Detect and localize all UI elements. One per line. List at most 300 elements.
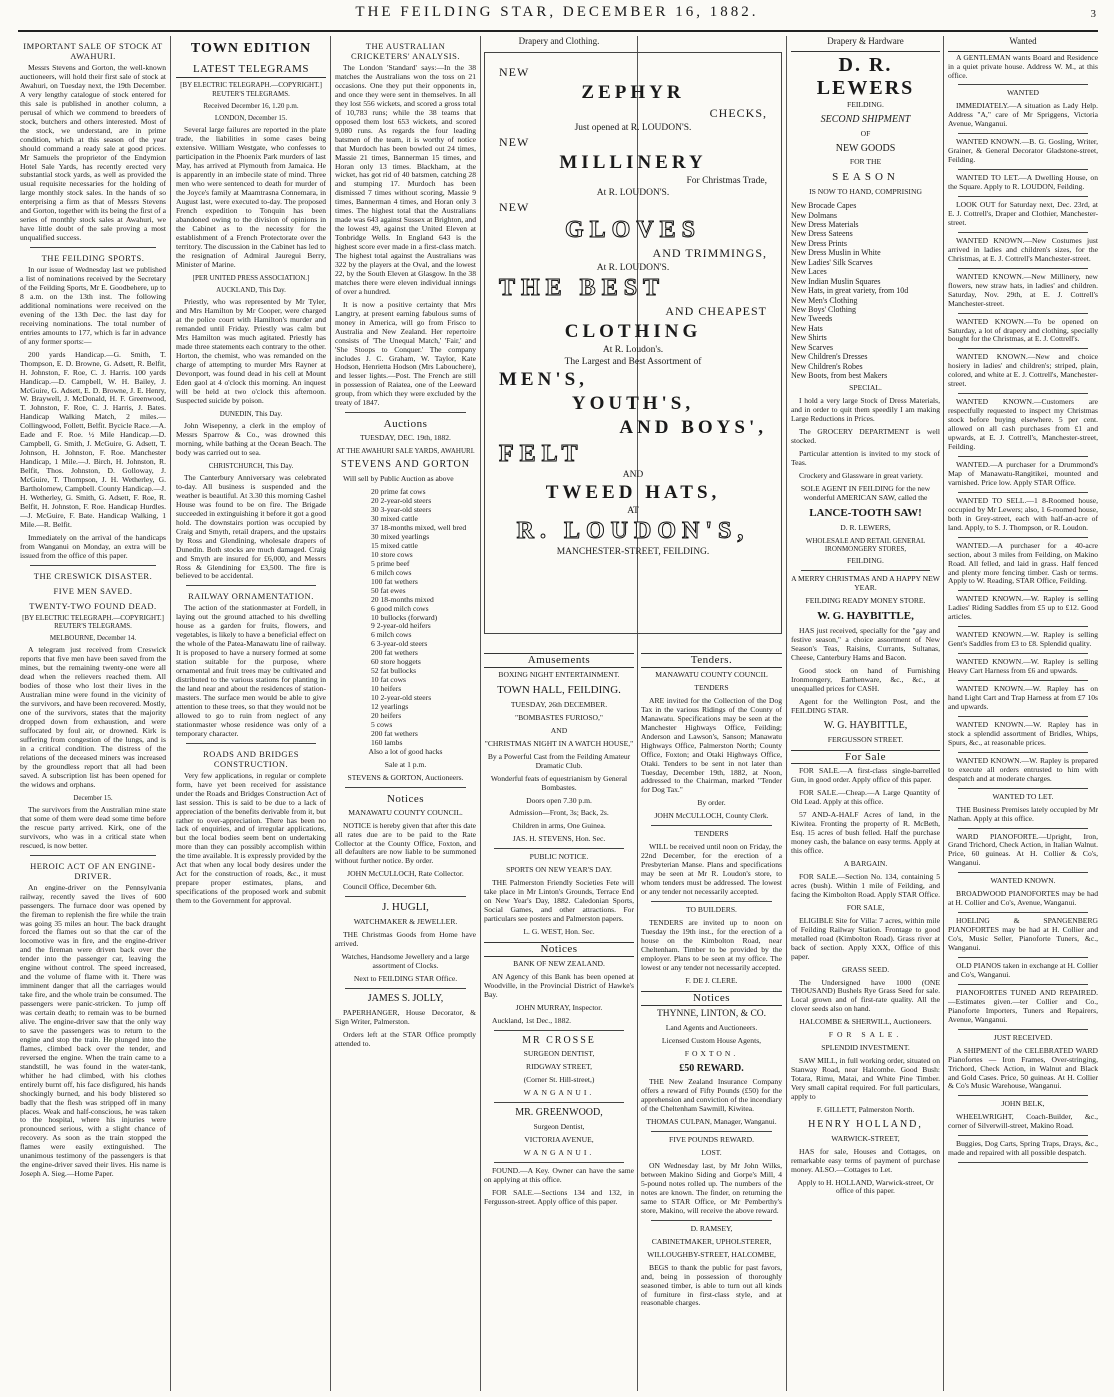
bargain: A BARGAIN. xyxy=(843,859,888,869)
haybittle-text: Agent for the Wellington Post, and the FEILDING STAR. xyxy=(791,696,940,715)
cricket-text: The London 'Standard' says:—In the 38 matches the Australians won the toss on 21 occasions. One they put their opponents in, and once they were sent in themselves. In all they lost 556 wickets, and scored a gross total of 10,783 runs; while the 38 teams that opposed them lost 653 wickets, and scored 9,080 runs. As regards the four leading batsmen of the team, it is worthy of notice that Murdoch has been bowled out 24 times, Massie 21 times, Bannerman 15 times, and Horan only 13 times. Blackham, at the wicket, has got rid of 40 batsmen, catching 28 and stumping 17. Murdoch has been dismissed 7 times without scoring, Massie 9 times, Bannerman 4 times, and Horan only 3 times. The highest total that the Australians made was 643 against Sussex at Brighton, and the lowest 49, against the United Eleven at Tonbridge Wells. In England 643 is the highest score ever made in a first-class match. The highest total against the Australians was 322 by the players at the Oval, and the lowest 22, by the South Eleven at Glasgow. In the 38 matches there were eleven individual innings of over a hundred. xyxy=(335,63,476,296)
divider xyxy=(958,716,1088,717)
loudon-ad-line: At R. LOUDON'S. xyxy=(596,263,670,273)
stock-list xyxy=(335,488,476,748)
wanted-notice: A GENTLEMAN wants Board and Residence in a quiet private house. Address W. M., at this office. xyxy=(948,52,1098,80)
telegram-text: Priestly, who was represented by Mr Tyler, and Mrs Hamilton by Mr Cooper, were charged at the police court with Hamilton's murder and remanded until Friday. Priestly was calm but Mrs Hamilton was much agitated. Priestly has made three statements each contrary to the other. Horton, the chemist, who was remanded on the charge of attempting to murder Mrs Rayner at Devonport, was found dead in his cell at Mount Eden gaol at 4 o'clock this morning. An inquest will be held at two o'clock this afternoon. Suspected suicide by poison. xyxy=(176,297,326,405)
culpan: THOMAS CULPAN, Manager, Wanganui. xyxy=(646,1117,777,1127)
loudon-ad-line: CHECKS, xyxy=(709,106,767,120)
hon-sec: JAS. H. STEVENS, Hon. Sec. xyxy=(512,834,606,844)
goods-item: New Dolmans xyxy=(791,210,837,220)
jolly-text: Orders left at the STAR Office promptly attended to. xyxy=(335,1029,476,1048)
notices-heading: Notices xyxy=(484,942,634,957)
column-6 xyxy=(791,36,940,1391)
lost-text: ON Wednesday last, by Mr John Wilks, between Makino Siding and Gorpe's Mill, 4 5-pound notes rolled up. The numbers of the notes are known. The finder, on returning the same to STAR Office, or Mr Pemberthy's store, Makino, will receive the above reward. xyxy=(641,1161,782,1215)
stock-item: 10 heifers xyxy=(371,684,402,694)
loudon-ad-line: AND CHEAPEST xyxy=(665,304,767,318)
loudon-ad-line: Just opened at R. LOUDON'S. xyxy=(574,123,692,133)
eligible: ELIGIBLE Site for Villa: 7 acres, within mile of Feilding Railway Station. Frontage to good metalled road (Kimbolton Road). Grass river at back of section. Apply XXX, Office of this paper. xyxy=(791,915,940,961)
divider xyxy=(186,743,316,744)
money-store: FEILDING READY MONEY STORE. xyxy=(805,596,926,606)
thynne: THYNNE, LINTON, & CO. xyxy=(656,1008,767,1019)
disaster-sub: FIVE MEN SAVED. xyxy=(53,585,133,596)
hugli-trade: WATCHMAKER & JEWELLER. xyxy=(353,917,458,927)
wanted-notice: WANTED TO LET.—A Dwelling House, on the Square. Apply to R. LOUDON, Feilding. xyxy=(948,173,1098,192)
received: Received December 16, 1.20 p.m. xyxy=(203,101,299,110)
loudon-ad-line: R. LOUDON'S, xyxy=(516,518,750,544)
now: IS NOW TO HAND, COMPRISING xyxy=(809,187,922,197)
disaster-heading: THE CRESWICK DISASTER. xyxy=(33,570,153,581)
wanted-notice: WANTED.—A purchaser for a Drummond's Map of Manawatu-Rangitikei, mounted and varnished. Price low. Apply STAR Office. xyxy=(948,459,1098,487)
sale-time: Sale at 1 p.m. xyxy=(384,759,427,769)
ramsey: D. RAMSEY, xyxy=(690,1223,733,1233)
haybittle-text: HAS just received, specially for the "gay and festive season," a choice assortment of New Season's Teas, Raisins, Currants, Sultanas, Cheese, Canterbury Hams and Bacon. xyxy=(791,626,940,663)
stock-item: 6 milch cows xyxy=(371,567,412,577)
second-shipment: SECOND SHIPMENT xyxy=(820,113,911,125)
lewers-title: D. R. LEWERS xyxy=(816,53,915,100)
goods-item: New Shirts xyxy=(791,333,827,343)
railway-heading: RAILWAY ORNAMENTATION. xyxy=(188,591,314,602)
public-notice: PUBLIC NOTICE. xyxy=(529,852,589,862)
grocery: The GROCERY DEPARTMENT is well stocked. xyxy=(791,427,940,446)
holland-text: HAS for sale, Houses and Cottages, on remarkable easy terms of payment of purchase money. ALSO.—Cottages to Let. xyxy=(791,1146,940,1174)
holland: HENRY HOLLAND, xyxy=(808,1118,923,1130)
heroic-text: An engine-driver on the Pennsylvania railway, recently saved the lives of 600 passengers. The furnace door was opened by the fireman to replenish the fire while the train was going 35 miles an hour. The back draught forced the flames out so that the car of the locomotive was in fire, and the engine-driver and the fireman were driven back over the tender into the passenger car, leaving the engine without control. The speed increased, and the volume of flame with it. There was imminent danger that all the carriages would take fire, and the whole train be consumed. The passengers were panic-stricken. To jump off was certain death; to remain was to be burned alive. The engine-driver saw that the only way to save the passengers was to return to the engine and stop the train. He plunged into the flames, climbed back over the tender, and reversed the engine. When the train came to a standstill, he was found in the water-tank, whither he had climbed, with his clothes entirely burnt off, his face disfigured, his hands shockingly burned, and his body blistered so badly that the flesh was stripped off in many places. Weak and half-conscious, he was taken to the hospital, where his injuries were pronounced serious, with a slight chance of recovery. As soon as the train stopped the flames were easily extinguished. The unanimous testimony of the passengers is that the engine-driver saved their lives. His name is Joseph A. Sieg.—Home Paper. xyxy=(20,882,166,1179)
divider xyxy=(651,825,772,826)
crockery: Crockery and Glassware in great variety. xyxy=(799,471,923,481)
stock-item: 52 fat bullocks xyxy=(371,666,417,676)
roads-heading: ROADS AND BRIDGES CONSTRUCTION. xyxy=(203,748,299,769)
disaster-sub: TWENTY-TWO FOUND DEAD. xyxy=(29,600,157,611)
divider xyxy=(791,51,940,52)
greenwood-trade: Surgeon Dentist, xyxy=(533,1122,585,1132)
cricket-heading: THE AUSTRALIAN CRICKETERS' ANALYSIS. xyxy=(351,41,460,62)
crosse-name: MR CROSSE xyxy=(522,1034,596,1046)
goods-item: New Boots, from best Makers xyxy=(791,371,888,381)
goods-item: New Children's Robes xyxy=(791,361,863,371)
divider xyxy=(958,169,1088,170)
column-rule xyxy=(786,36,787,1391)
loudon-ad-line: NEW xyxy=(499,135,530,149)
goods-item: New Tweeds xyxy=(791,314,833,324)
hugli-text: Watches, Handsome Jewellery and a large assortment of Clocks. xyxy=(341,952,470,971)
column-rule xyxy=(170,36,171,1391)
wanted-notice: OLD PIANOS taken in exchange at H. Collier and Co's, Wanganui. xyxy=(948,961,1098,979)
dateline: MELBOURNE, December 14. xyxy=(49,634,137,643)
divider xyxy=(958,1135,1088,1136)
divider xyxy=(958,456,1088,457)
divider xyxy=(345,787,466,788)
wanted-notice: WANTED KNOWN.—W. Rapley has on hand Light Cart and Trap Harness at from £7 10s and upwards. xyxy=(948,684,1098,711)
goods-item: New Dress Materials xyxy=(791,220,859,230)
sale-text: Messrs Stevens and Gorton, the well-known auctioneers, will hold their first sale of stock at Awahuri, on Tuesday next, the 19th December. A very lengthy catalogue of stock entered for this sale is published in another column, a perusal of which we commend to breeders of stock, butchers and others interested. Most of the stock, we understand, are in prime condition, which at this season of the year should command a ready sale at good prices. Mr Samuels the proprietor of the Endymion Hotel Sale Yards, has recently erected very substantial stock yards, as well as provided the usual requisite necessaries for the holding of large monthly stock sales. In the hands of so enterprising a firm as that of Messrs Stevens and Gorton, together with its being the first of a series of monthly stock sales at Awahuri, we have little doubt of the sale proving a most unqualified success. xyxy=(20,63,166,243)
column-3 xyxy=(335,36,476,1391)
stock-item: 10 fat cows xyxy=(371,675,407,685)
dateline: LONDON, December 15. xyxy=(214,114,288,123)
bank-sign: JOHN MURRAY, Inspector. xyxy=(515,1002,603,1012)
loudon-ad-line: At R. LOUDON'S. xyxy=(596,188,670,198)
for-sale: FOR SALE, xyxy=(846,902,885,912)
divider xyxy=(958,1095,1088,1096)
notices-heading: Notices xyxy=(386,792,425,805)
bargain-text: FOR SALE.—Section No. 134, containing 5 acres (bush). Within 1 mile of Feilding, and facing the Kimbolton Road. Apply STAR Office. xyxy=(791,872,940,899)
column-4-lower xyxy=(484,648,634,1388)
stock-item: 10 store cows xyxy=(371,549,413,559)
divider xyxy=(958,984,1088,985)
column-rule xyxy=(943,36,944,1391)
goods-item: New Dress Muslin in White xyxy=(791,248,881,258)
newspaper-title: THE FEILDING STAR, DECEMBER 16, 1882. xyxy=(355,4,759,20)
divider xyxy=(958,348,1088,349)
tenders-sub: TENDERS xyxy=(694,829,729,839)
ramsey-addr: WILLOUGHBY-STREET, HALCOMBE, xyxy=(647,1249,776,1259)
stock-item: 60 store hoggets xyxy=(371,657,421,667)
hugli-addr: Next to FEILDING STAR Office. xyxy=(353,974,458,983)
divider xyxy=(651,1220,772,1221)
loudon-ad-line: AND TRIMMINGS, xyxy=(652,246,767,260)
divider xyxy=(494,1102,624,1103)
column-5-lower xyxy=(641,648,782,1388)
sale-item: FOR SALE.—Cheap.—A Large Quantity of Old Lead. Apply at this office. xyxy=(791,788,940,807)
lost: LOST. xyxy=(701,1148,722,1158)
telegram-text: The Canterbury Anniversary was celebrated to-day. All business is suspended and the weather is beautiful. At 3.30 this morning Cashel House was found to be on fire. The Brigade succeeded in extinguishing it before it got a good hold. The downstairs portion was occupied by Craig and Smyth, retail drapers, and the upstairs by Ross and Glendining, wholesale drapers of Dunedin. Both stocks are much damaged. Craig and Smyth are insured for £6,000, and Messrs Ross & Glendining for £3,500. The fire is believed to be accidental. xyxy=(176,472,326,581)
loudon-ad-line: MANCHESTER-STREET, FEILDING. xyxy=(556,547,710,557)
sports-day-text: THE Palmerston Friendly Societies Fete will take place in Mr Linton's Grounds, Terrace End on New Year's Day, 1882. Caledonian Sports, Social Games, and other attractions. For particulars see posters and Palmerston papers. xyxy=(484,878,634,924)
stock-item: 10 2-year-old steers xyxy=(371,693,432,703)
wanted-notice: BROADWOOD PIANOFORTES may be had at H. Collier and Co's, Avenue, Wanganui. xyxy=(948,889,1098,908)
divider xyxy=(345,412,466,413)
feilding: FEILDING. xyxy=(847,556,884,566)
sports-tail: Immediately on the arrival of the handicaps from Wanganui on Monday, an extra will be issued from the office of this paper. xyxy=(20,532,166,560)
telegram-text: John Wisepenny, a clerk in the employ of Messrs Sparrow & Co., was drowned this morning, while bathing at the Ocean Beach. The body was carried out to sea. xyxy=(176,420,326,457)
goods-item: New Scarves xyxy=(791,342,833,352)
loudon-clothing-ad xyxy=(484,52,782,634)
masthead xyxy=(0,4,1114,30)
divider xyxy=(30,247,156,248)
stock-item: 6 3-year-old steers xyxy=(371,639,428,649)
column-1 xyxy=(20,36,166,1391)
for-sale-heading: For Sale xyxy=(791,750,940,765)
telegrams-heading: LATEST TELEGRAMS xyxy=(176,63,326,79)
play-and: AND xyxy=(550,725,568,735)
stock-item: 200 fat wethers xyxy=(371,728,418,738)
stock-item: 15 mixed cattle xyxy=(371,540,418,550)
loudon-ad-line: YOUTH'S, xyxy=(571,393,695,414)
divider xyxy=(494,1030,624,1031)
auction-intro: Will sell by Public Auction as above xyxy=(343,474,454,484)
crosse-town: WANGANUI. xyxy=(523,1088,595,1098)
sports-list: 200 yards Handicap.—G. Smith, T. Thompson, E. D. Browne, G. Adsett, R. Belfit, H. Johnston, F. Roe, C. J. Harris. 100 yards Handicap.—D. Campbell, W. H. Bailey, J. McGuire, G. Adsett, E. D. Browne, J. E. Henry, W. Braywell, J. McDonald, H. F. Greenwood, T. Johnston, F. Roe, C. J. Harris, J. Bates. Handicap Walking Match, 2 miles.—Collingwood, Follett, Belfit. Bycicle Race.—A. Eade and F. Roe. ½ Mile Handicap.—D. Campbell, G. Smith, J. McGuire, G. Adsett, T. Johnson, H. Johnston, F. Roe. Manchester Handicap, 1 Mile.—J. Birch, H. Johnston, R. Belfit, Thos. Johnston, D. Golloway, J. McGuire, T. Thompson, J. H. Wetherley, G. Bartholomew, Campbell. County Handicap.—J. H. Wetherley, G. Smith, G. Adsett, F. Roe, R. Belfit, H. Johnston, F. Roe. Handicap Hurdles.—J. McGuire, F. Bate. Handicap Walking, 1 Mile.—R. Belfit. xyxy=(20,349,166,529)
divider xyxy=(958,196,1088,197)
divider xyxy=(948,51,1098,52)
grass-text: The Undersigned have 1000 (ONE THOUSAND) Bushels Rye Grass Seed for sale. Local grown and of first-rate quality. All the clover seeds also on hand. xyxy=(791,977,940,1014)
admission: Admission—Front, 3s; Back, 2s. xyxy=(509,808,609,818)
wanted-subheading: WANTED KNOWN. xyxy=(990,876,1056,886)
divider xyxy=(958,828,1088,829)
special: SPECIAL. xyxy=(849,383,882,393)
crosse-trade: SURGEON DENTIST, xyxy=(523,1049,595,1059)
sole-agent: SOLE AGENT IN FEILDING for the new wonderful AMERICAN SAW, called the xyxy=(800,484,931,503)
wanted-notice: LOOK OUT for Saturday next, Dec. 23rd, at E. J. Cottrell's, Draper and Clothier, Manchester-street. xyxy=(948,200,1098,227)
wanted-notice: PIANOFORTES TUNED AND REPAIRED.—Estimates given.—ter Collier and Co., Pianoforte Importers, Tuners and Repairers, Avenue, Wanganui. xyxy=(948,987,1098,1024)
halcombe: HALCOMBE & SHERWILL, Auctioneers. xyxy=(799,1017,932,1027)
doors: Doors open 7.30 p.m. xyxy=(526,795,592,805)
goods-item: New Dress Sateens xyxy=(791,229,853,239)
grass: GRASS SEED. xyxy=(841,964,890,974)
tenders-sub: TENDERS xyxy=(694,682,729,692)
season: SEASON xyxy=(832,171,899,184)
for-sale-notice: FOR SALE.—Sections 134 and 132, in Fergusson-street. Apply office of this paper. xyxy=(484,1187,634,1206)
holland-sign: Apply to H. HOLLAND, Warwick-street, Or office of this paper. xyxy=(797,1177,934,1196)
stock-item: 200 fat wethers xyxy=(371,648,418,658)
fergusson: FERGUSSON STREET. xyxy=(827,734,904,744)
boxing: BOXING NIGHT ENTERTAINMENT. xyxy=(498,669,620,679)
stock-item: 20 18-months mixed xyxy=(371,594,434,604)
stock-item: 20 prime fat cows xyxy=(371,487,426,497)
builders-text: TENDERS are invited up to noon on Tuesday the 19th inst., for the erection of a house on the Kimbolton Road, near Cheltenham. Timber to be provided by the employer. Plans to be seen at my office. The lowest or any tender not necessarily accepted. xyxy=(641,917,782,972)
goods-item: New Children's Dresses xyxy=(791,352,868,362)
wanted-notice: WANTED KNOWN.—New Millinery, new flowers, new straw hats, in ladies' and children. Saturday, Nov. 29th, at E. J. Cottrell's Manchester-street. xyxy=(948,271,1098,308)
divider xyxy=(958,626,1088,627)
divider xyxy=(958,313,1088,314)
equest: Wonderful feats of equestrianism by General Bombastes. xyxy=(490,773,628,792)
auctions-heading: Auctions xyxy=(383,418,428,431)
divider xyxy=(958,133,1088,134)
auctioneers: STEVENS AND GORTON xyxy=(341,459,470,471)
loudon-ad-line: The Largest and Best Assortment of xyxy=(564,357,702,367)
wanted-notice: WANTED KNOWN.—B. G. Gosling, Writer, Grainer, & General Decorator Gladstone-street, Feilding. xyxy=(948,137,1098,165)
column-7 xyxy=(948,36,1098,1391)
divider xyxy=(958,393,1088,394)
council-date: Council Office, December 6th. xyxy=(343,882,437,892)
stock-item: 100 fat wethers xyxy=(371,576,418,586)
divider xyxy=(345,896,466,897)
wanted-notice: WANTED KNOWN.—W. Rapley is selling Ladies' Riding Saddles from £5 up to £12. Good articles. xyxy=(948,594,1098,622)
council-sign: JOHN McCULLOCH, Rate Collector. xyxy=(347,869,464,879)
wanted-subheading: JUST RECEIVED. xyxy=(993,1032,1053,1042)
section-heading: Drapery & Hardware xyxy=(827,36,904,46)
saw: LANCE-TOOTH SAW! xyxy=(809,506,922,519)
telegram-text: Several large failures are reported in the plate trade, the liabilities in some cases being extensive. William Westgate, who confesses to participation in the Phoenix Park murders of last May, has arrived at Plymouth from Jamaica. He is apparently in an imbecile state of mind. Three men who were sentenced to death for murder of the Joyce's family at Maamtrasna Connemara, in August last, were executed to-day. The proposed French expedition to Tonquin has been abandoned owing to the division of opinions in the Cabinet as to the necessity for the establishment of a French Protectorate over the territory. The discussion in the Cabinet has led to the resignation of Admiral Jauregui Berry, Minister of Marine. xyxy=(176,125,326,269)
dateline: AUCKLAND, This Day. xyxy=(216,285,286,294)
divider xyxy=(801,570,930,571)
special-text: I hold a very large Stock of Dress Materials, and in order to quit them speedily I am making Large Reductions in Prices. xyxy=(791,396,940,424)
loudon-ad-line: For Christmas Trade, xyxy=(686,176,767,186)
loudon-ad-line: At R. Loudon's. xyxy=(602,345,664,355)
page-number: 3 xyxy=(1090,8,1096,20)
loudon-ad-line: TWEED HATS, xyxy=(545,482,721,503)
wanted-list xyxy=(948,54,1098,1164)
wanted-notice: WANTED KNOWN.—W. Rapley is selling Gent's Saddles from £3 to £8. Splendid quality. xyxy=(948,630,1098,649)
wholesale: WHOLESALE AND RETAIL GENERAL IRONMONGERY STORES, xyxy=(805,536,926,554)
builders-heading: TO BUILDERS. xyxy=(686,904,737,914)
amusements-heading: Amusements xyxy=(484,653,634,668)
for-the: FOR THE xyxy=(849,157,882,167)
play-title: "CHRISTMAS NIGHT IN A WATCH HOUSE," xyxy=(484,738,634,748)
loudon-ad-line: MEN'S, xyxy=(499,369,588,390)
haybittle2: W. G. HAYBITTLE, xyxy=(823,719,908,731)
wanted-notice: WANTED KNOWN.—New Costumes just arrived in ladies and children's sizes, for the Christmas, at E. J. Cottrell's Manchester-street. xyxy=(948,235,1098,263)
tea: Particular attention is invited to my stock of Teas. xyxy=(791,449,940,468)
edition-heading: TOWN EDITION xyxy=(190,41,312,56)
divider xyxy=(958,590,1088,591)
crosse-addr: (Corner St. Hill-street,) xyxy=(523,1075,595,1085)
loudon-ad-line: ZEPHYR xyxy=(581,82,685,103)
cast: By a Powerful Cast from the Feilding Amateur Dramatic Club. xyxy=(487,751,631,770)
goods-item: New Hats xyxy=(791,323,823,333)
loudon-ad-body xyxy=(485,53,781,569)
disaster-text: The survivors from the Australian mine state that some of them were dead some time before the rescue party arrived. Kirk, one of the survivors, who was in a critical state when rescued, is now better. xyxy=(20,804,166,850)
for-sale: FOR SALE. xyxy=(828,1030,903,1040)
stock-item: 6 milch cows xyxy=(371,630,412,640)
goods-item: New Hats, in great variety, from 10d xyxy=(791,286,909,296)
wanted-notice: WANTED KNOWN.—To be opened on Saturday, a lot of drapery and clothing, specially bought for the Christmas, at E. J. Cottrell's. xyxy=(948,316,1098,344)
ramsey-text: BEGS to thank the public for past favors, and, being in possession of thoroughly seasoned timber, is able to turn out all kinds of furniture in first-class style, and at reasonable charges. xyxy=(641,1262,782,1308)
wanted-heading: Wanted xyxy=(1009,36,1037,46)
divider xyxy=(958,268,1088,269)
stock-item: 30 mixed yearlings xyxy=(371,531,430,541)
greenwood-town: WANGANUI. xyxy=(523,1147,595,1157)
column-rule xyxy=(480,36,481,1391)
bank-heading: BANK OF NEW ZEALAND. xyxy=(513,958,605,968)
stock-item: 10 bullocks (forward) xyxy=(371,612,438,622)
wanted-notice: WANTED KNOWN.—New and choice hosiery in ladies' and children's; striped, plain, colored, and white at E. J. Cottrell's, Manchester-street. xyxy=(948,352,1098,389)
stock-item: 30 mixed cattle xyxy=(371,514,418,524)
jolly-name: JAMES S. JOLLY, xyxy=(367,992,444,1004)
divider xyxy=(958,957,1088,958)
by-order: By order. xyxy=(697,798,726,808)
wanted-notice: HOELING & SPANGENBERG PIANOFORTES may be had at H. Collier and Co's, Music Seller, Pianoforte Tuners, &c., Wanganui. xyxy=(948,916,1098,953)
feilding: FEILDING. xyxy=(847,99,884,109)
divider xyxy=(958,788,1088,789)
goods-item: New Men's Clothing xyxy=(791,295,858,305)
auction-sign: STEVENS & GORTON, Auctioneers. xyxy=(347,772,464,782)
sports-heading: THE FEILDING SPORTS. xyxy=(41,253,145,264)
town-date: TUESDAY, 26th DECEMBER. xyxy=(510,699,608,709)
reward-heading: £50 REWARD. xyxy=(679,1062,744,1074)
saw-mill: SAW MILL, in full working order, situated on Stanway Road, near Halcombe. Good Bush: Totara, Rimu, Matai, and White Pine Timber. Very small capital required. For full particulars, apply to xyxy=(791,1056,940,1102)
greenwood-addr: VICTORIA AVENUE, xyxy=(524,1135,594,1144)
divider xyxy=(30,855,156,856)
divider xyxy=(958,680,1088,681)
hugli-text: THE Christmas Goods from Home have arrived. xyxy=(335,930,476,949)
loudon-ad-line: CLOTHING xyxy=(564,321,702,342)
divider xyxy=(958,537,1088,538)
byline: [PER UNITED PRESS ASSOCIATION.] xyxy=(192,273,310,282)
stock-item: 5 prime beef xyxy=(371,558,410,568)
crosse-addr: RIDGWAY STREET, xyxy=(526,1062,592,1072)
wanted-notice: Buggies, Dog Carts, Spring Traps, Drays, &c., made and repaired with all possible despatch. xyxy=(948,1139,1098,1158)
stock-item: 20 2-year-old steers xyxy=(371,496,432,506)
wanted-notice: WANTED.—A purchaser for a 40-acre section, about 3 miles from Feilding, on Makino Road. All felled, and laid in grass. Half fenced and plenty more fencing timber. Cash or terms. Apply to W. Reading, STAR Office, Feilding. xyxy=(948,540,1098,586)
loudon-ad-line: AND BOYS', xyxy=(619,417,767,438)
loudon-ad-line: NEW xyxy=(499,65,530,79)
notices-heading: Notices xyxy=(641,991,782,1006)
divider xyxy=(958,752,1088,753)
divider xyxy=(958,653,1088,654)
section-heading: Drapery and Clothing. xyxy=(518,36,600,46)
gillett: F. GILLETT, Palmerston North. xyxy=(816,1104,915,1114)
byline: [BY ELECTRIC TELEGRAPH.—COPYRIGHT.] REUTER'S TELEGRAMS. xyxy=(22,613,164,630)
divider xyxy=(494,848,624,849)
sale-item: FOR SALE.—A first-class single-barrelled Gun, in good order. Apply office of this paper. xyxy=(791,766,940,785)
stock-item: 20 heifers xyxy=(371,711,402,720)
stock-item: 37 18-months mixed, well bred xyxy=(371,522,467,532)
dateline: DUNEDIN, This Day. xyxy=(219,409,283,418)
wanted-notice: WANTED KNOWN.—W. Rapley is selling Heavy Cart Harness from £6 and upwards. xyxy=(948,657,1098,676)
play-title: "BOMBASTES FURIOSO," xyxy=(514,712,604,722)
stock-item: 30 3-year-old steers xyxy=(371,505,432,515)
tender-text: ARE invited for the Collection of the Dog Tax in the various Ridings of the County of Manawatu. Specifications may be seen at the Manchester Highways Office, Feilding; Anderson and Lawson's, Sanson; Manawatu Highways Office, Palmerston North; County Office, Foxton; and Otaki Highways Office, Otaki. Tenders to be sent in not later than Tuesday, December 19th, 1882, at Noon, addressed to the Chairman, marked "Tender for Dog Tax." xyxy=(641,695,782,795)
loudon-ad-line: GLOVES xyxy=(564,217,702,243)
merry: A MERRY CHRISTMAS AND A HAPPY NEW YEAR. xyxy=(791,574,940,593)
loudon-ad-line: AT xyxy=(627,506,639,516)
divider xyxy=(958,872,1088,873)
wanted-notice: WANTED KNOWN.—W. Rapley has in stock a splendid assortment of Bridles, Whips, Spurs, &c., at reasonable prices. xyxy=(948,719,1098,747)
wanted-notice: WANTED TO SELL.—1 8-Roomed house, occupied by Mr Lewers; also, 1 6-roomed house, both in Grey-street, each with half-an-acre of land. Apply, to S. J. Thompson, or R. Loudon. xyxy=(948,495,1098,532)
goods-list xyxy=(791,201,940,380)
disaster-text: A telegram just received from Creswick reports that five men have been saved from the mines, but the remaining twenty-one were all dead when the relievers reached them. All bodies of those who lost their lives in the Australian mine were found in the vicinity of the survivors, and have been recovered. Mostly, one of the survivors, states that the majority dropped down from exhaustion, and were suffocated by foul air, or drowned. Kirk is suffering from congestion of the lungs, and is in a critical condition. The distress of the relations of the deceased miners was increased by the groundless report that all had been saved. A subscription list has been opened for the widows and orphans. xyxy=(20,645,166,789)
loudon-ad-line: NEW xyxy=(499,200,530,214)
column-2 xyxy=(176,36,326,1391)
wanted-notice: IMMEDIATELY.—A situation as Lady Help. Address "A," care of Mr Spriggens, Victoria Avenue, Wanganui. xyxy=(948,101,1098,129)
wanted-subheading: WANTED TO LET. xyxy=(992,791,1054,801)
hugli-name: J. HUGLI, xyxy=(382,901,429,914)
town-hall: TOWN HALL, FEILDING. xyxy=(497,683,621,696)
tender-text: WILL be received until noon on Friday, the 22nd December, for the erection of a Presbyterian Manse. Plans and specifications may be seen at Mr R. Loudon's store, to whom tenders must be addressed. The lowest or any tender not necessarily accepted. xyxy=(641,842,782,896)
new-goods: NEW GOODS xyxy=(835,142,896,154)
thynne-sub: Land Agents and Auctioneers. xyxy=(665,1022,758,1032)
roads-text: Very few applications, in regular or complete form, have yet been received for assistance under the Roads and Bridges Construction Act of last session. This is said to be due to a lack of appreciation of the benefits derivable from it, but rather to over-appreciation. There has been no lack of enquiries, and of irregular applications, but the local bodies seem bent on undertaking more than they can possibly accomplish within the time available. It is expressly provided by the Act that when any local body desires under the Act for the construction of roads, &c., it must prepare proper estimates, plans, and specifications of the proposed work and submit them to the Government for approval. xyxy=(176,770,326,906)
sports-day: SPORTS ON NEW YEAR'S DAY. xyxy=(506,865,612,875)
splendid: SPLENDID INVESTMENT. xyxy=(821,1043,910,1053)
children: Children in arms, One Guinea. xyxy=(512,821,606,831)
divider xyxy=(958,232,1088,233)
ramsey-trade: CABINETMAKER, UPHOLSTERER, xyxy=(651,1236,772,1246)
tenders-heading: Tenders. xyxy=(641,653,782,668)
of: OF xyxy=(860,128,871,138)
five-heading: FIVE POUNDS REWARD. xyxy=(668,1135,754,1145)
thynne-sub: Licensed Custom House Agents, xyxy=(661,1035,762,1045)
divider xyxy=(345,988,466,989)
loudon-ad-line: MILLINERY xyxy=(559,152,707,173)
loudon-ad-line: FELT xyxy=(499,441,584,467)
stock-item: 5 cows xyxy=(371,719,393,729)
bank-date: Auckland, 1st Dec., 1882. xyxy=(492,1015,572,1025)
goods-item: New Boys' Clothing xyxy=(791,304,856,314)
dateline: December 15. xyxy=(73,793,113,802)
divider xyxy=(958,912,1088,913)
dateline: CHRISTCHURCH, This Day. xyxy=(208,461,294,470)
divider xyxy=(958,1162,1088,1163)
goods-item: New Indian Muslin Squares xyxy=(791,276,881,286)
auction-also: Also a lot of good hacks xyxy=(368,746,443,756)
goods-item: New Laces xyxy=(791,267,827,277)
wanted-notice: THE Business Premises lately occupied by Mr Nathan. Apply at this office. xyxy=(948,804,1098,823)
divider xyxy=(958,84,1088,85)
auction-date: TUESDAY, DEC. 19th, 1882. xyxy=(360,433,451,443)
greenwood-name: MR. GREENWOOD, xyxy=(515,1107,603,1119)
railway-text: The action of the stationmaster at Fordell, in laying out the ground attached to his dwelling house as a garden for fruits, flowers, and vegetables, is likely to have a beneficial effect on the whole of the Patea-Manawatu line of railway. It is proposed to have a nursery formed at some station suitable for the purpose, where ornamental and fruit trees may be cultivated and distributed to the various stations for planting in the land near and about the residences of station-masters. The surface men would be able to give attention to these trees, so that they would not be allowed to go to ruin from neglect of any stationmaster whose residence was only of a temporary character. xyxy=(176,603,326,738)
council-text: NOTICE is hereby given that after this date all rates due are to be paid to the Rate Collector at the County Office, Foxton, and all defaulters are now liable to be summoned without further notice. By order. xyxy=(335,820,476,866)
goods-item: New Ladies' Silk Scarves xyxy=(791,257,873,267)
heroic-heading: HEROIC ACT OF AN ENGINE-DRIVER. xyxy=(30,860,156,881)
stock-item: 9 2-year-old heifers xyxy=(371,621,431,631)
jolly-text: PAPERHANGER, House Decorator, & Sign Writer, Palmerston. xyxy=(335,1007,476,1026)
west: L. G. WEST, Hon. Sec. xyxy=(523,927,595,936)
divider xyxy=(958,1029,1088,1030)
haybittle: W. G. HAYBITTLE, xyxy=(817,610,914,623)
